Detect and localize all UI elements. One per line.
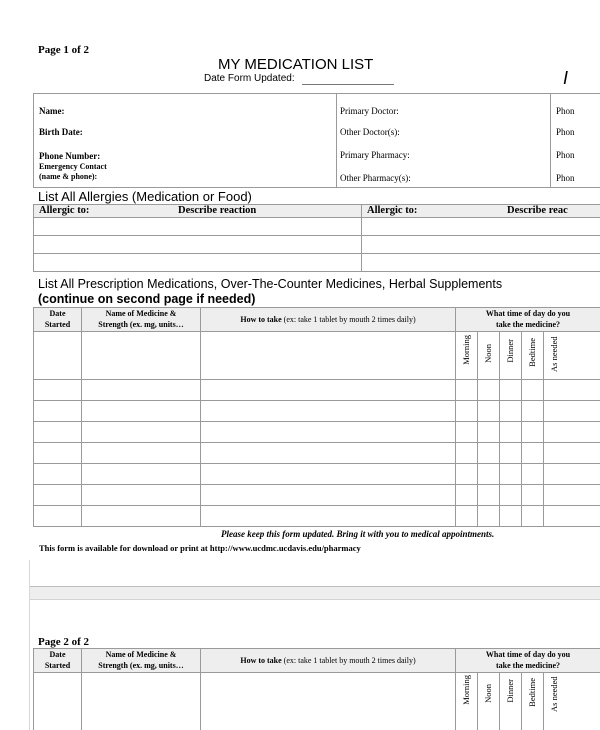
col-how-header <box>201 315 455 324</box>
p2-time-dinner: Dinner <box>505 679 515 703</box>
p2-time-morning: Morning <box>461 675 471 705</box>
other-pharmacy-label: Other Pharmacy(s): <box>340 173 411 183</box>
p2-col-date-header: Date <box>49 650 66 659</box>
p2-col-time-header: What time of day do you <box>485 650 571 659</box>
time-as-needed: As needed <box>549 336 559 372</box>
date-updated-label: Date Form Updated: <box>204 73 295 84</box>
col-date-header: Date <box>49 309 66 318</box>
page-label: Page 1 of 2 <box>38 44 90 56</box>
phone-right-label: Phon <box>556 173 575 183</box>
allergy-input[interactable] <box>34 218 361 235</box>
col-name-header: Name of Medicine & <box>105 309 177 318</box>
page2-label: Page 2 of 2 <box>38 636 90 648</box>
reaction-input[interactable] <box>362 218 600 235</box>
footer-note: Please keep this form updated. Bring it with you to medical appointments. <box>221 529 495 539</box>
time-noon: Noon <box>483 344 493 363</box>
describe-reaction-header: Describe reaction <box>178 205 257 216</box>
time-dinner: Dinner <box>505 339 515 363</box>
page-title: MY MEDICATION LIST <box>218 56 374 73</box>
col-time-header-2: take the medicine? <box>496 320 560 329</box>
date-updated-field[interactable] <box>302 84 394 85</box>
how-to-take-input[interactable] <box>201 332 455 379</box>
p2-col-how-label: How to take <box>240 656 282 665</box>
col-date-header-2: Started <box>44 320 71 329</box>
p2-date-input[interactable] <box>34 673 81 730</box>
p2-medicine-input[interactable] <box>82 673 200 730</box>
birth-date-label: Birth Date: <box>39 127 83 137</box>
page-divider <box>29 586 600 600</box>
time-bedtime: Bedtime <box>527 338 537 367</box>
col-how-hint: (ex: take 1 tablet by mouth 2 times daily) <box>283 315 416 324</box>
col-name-header-2: Strength (ex. mg, units… <box>98 320 184 329</box>
date-input[interactable] <box>34 332 81 379</box>
phone-right-label: Phon <box>556 150 575 160</box>
p2-col-name-header: Name of Medicine & <box>105 650 177 659</box>
p2-time-columns <box>456 673 600 730</box>
phone-label: Phone Number: <box>39 151 101 161</box>
allergic-to-header: Allergic to: <box>39 205 90 216</box>
primary-doctor-label: Primary Doctor: <box>340 106 399 116</box>
meds-heading: List All Prescription Medications, Over-The-Counter Medicines, Herbal Supplements <box>38 277 503 291</box>
allergic-to-header: Allergic to: <box>367 205 418 216</box>
p2-how-to-take-input[interactable] <box>201 673 455 730</box>
other-doctors-label: Other Doctor(s): <box>340 127 400 137</box>
allergies-heading: List All Allergies (Medication or Food) <box>38 189 252 204</box>
name-label: Name: <box>39 106 65 116</box>
meds-subheading: (continue on second page if needed) <box>38 292 256 306</box>
emergency-contact-label: Emergency Contact <box>39 162 107 171</box>
col-time-header: What time of day do you <box>485 309 571 318</box>
p2-col-name-header-2: Strength (ex. mg, units… <box>98 661 184 670</box>
describe-reaction-header: Describe reac <box>507 205 568 216</box>
emergency-contact-sub-label: (name & phone): <box>39 172 98 181</box>
p2-col-date-header-2: Started <box>44 661 71 670</box>
p2-col-how-hint: (ex: take 1 tablet by mouth 2 times daily) <box>283 656 416 665</box>
p2-time-as-needed: As needed <box>549 676 559 712</box>
p2-time-bedtime: Bedtime <box>527 678 537 707</box>
corner-letter: I <box>563 68 569 88</box>
phone-right-label: Phon <box>556 106 575 116</box>
time-morning: Morning <box>461 335 471 365</box>
p2-col-time-header-2: take the medicine? <box>496 661 560 670</box>
col-how-label: How to take <box>240 315 282 324</box>
p2-time-noon: Noon <box>483 684 493 703</box>
download-note: This form is available for download or print at http://www.ucdmc.ucdavis.edu/pharmacy <box>39 543 361 553</box>
p2-col-how-header <box>201 656 455 665</box>
medicine-input[interactable] <box>82 332 200 379</box>
phone-right-label: Phon <box>556 127 575 137</box>
primary-pharmacy-label: Primary Pharmacy: <box>340 150 410 160</box>
